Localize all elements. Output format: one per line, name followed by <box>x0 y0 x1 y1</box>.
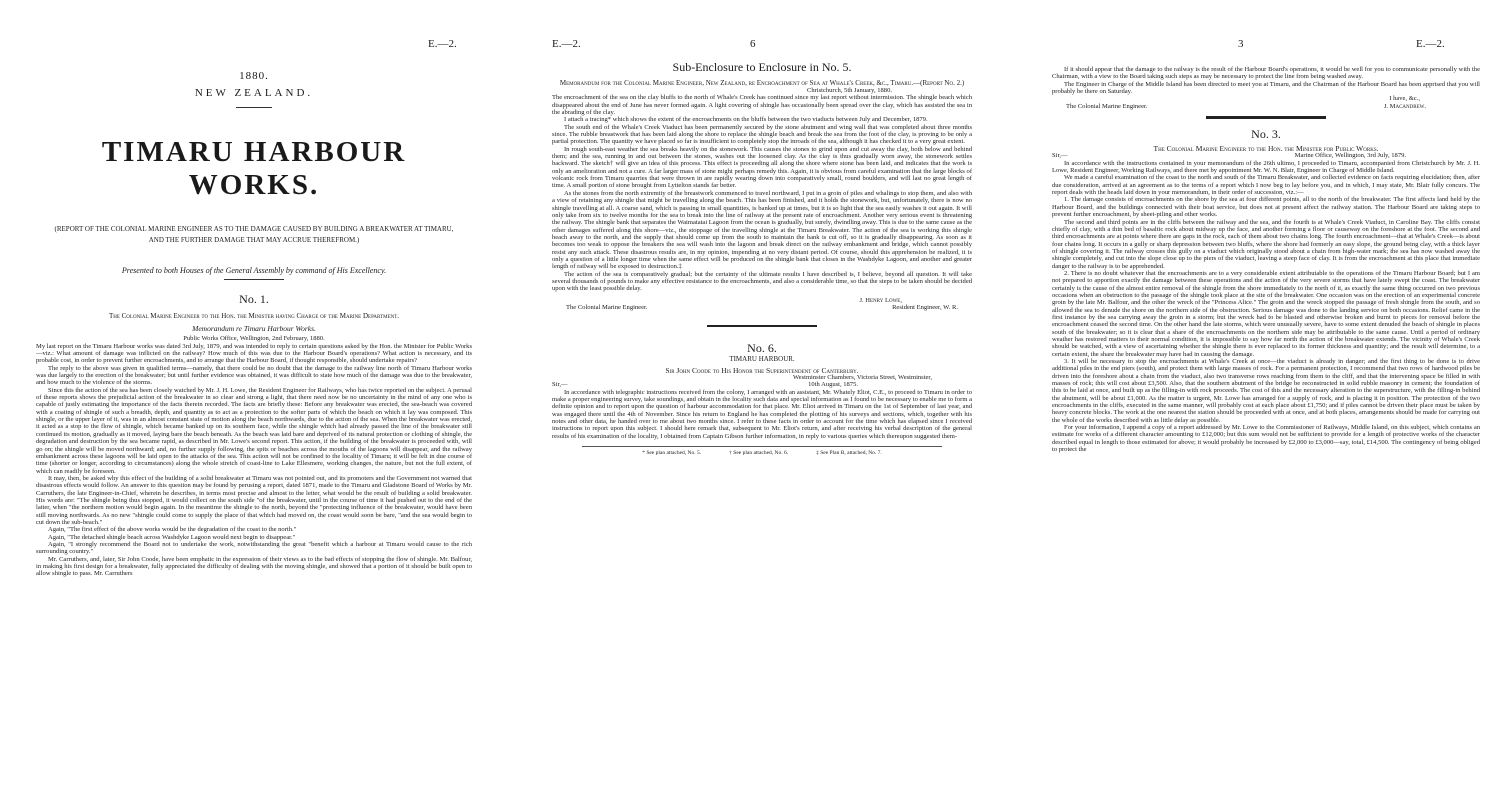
page-number: 3 <box>1238 38 1244 50</box>
paragraph: In accordance with the instructions contained in your memorandum of the 26th ultimo, I proceeded to Timaru, accompanied from Christchurch by Mr. J. H. Lowe, Resident Engineer, Working Railways, and there met by appointment Mr. W. N. Blair, Engineer in Charge of Middle Island. <box>1052 159 1480 175</box>
page-ref: E.—2. <box>1416 38 1445 50</box>
paragraph: We made a careful examination of the coast to the north and south of the Timaru Breakwater, and collected evidence on facts requiring elucidation; then, after due consideration, arrived at an agreement as to the terms of a report which I now beg to lay before you, and in which, I may state, Mr. Blair fully concurs. The report deals with the heads laid down in your memorandum, in their order of succession, viz.:— <box>1052 174 1480 197</box>
salutation: Sir,— <box>1052 152 1068 160</box>
divider <box>1206 116 1326 119</box>
memo-title: Memorandum re Timaru Harbour Works. <box>192 324 316 333</box>
dateline: Christchurch, 5th January, 1880. <box>806 87 892 94</box>
paragraph: Again, "The first effect of the above works would be the degradation of the coast to the north." <box>48 526 297 534</box>
salutation-row <box>552 381 972 388</box>
paragraph: In accordance with telegraphic instructions received from the colony, I arranged with an assistant, Mr. Whately Eliot, C.E., to proceed to Timaru in order to make a proper engineering survey, take soundings, and obtain in the locality such data and special information as I found to be necessary to enable me to form a definite opinion and to report upon the question of harbour accommodation for that place. Mr. Eliot arrived in Timaru on the 1st of September of last year, and was engaged there until the 4th of November. Since his return to England he has completed the plotting of his surveys and sections, which, together with his notes and other data, he handed over to me about two months since. I refer to these facts in order to account for the time which has elapsed since I received instructions to report upon this subject. I should here remark that, subsequent to Mr. Eliot's return, and after receiving his verbal description of the general results of his examination of the locality, I obtained from Captain Gibson further information, in reply to various queries which thereupon suggested them- <box>552 388 972 440</box>
closing: I have, &c., <box>1389 95 1420 103</box>
paragraph: The south end of the Whale's Creek Viaduct has been permanently secured by the stone abutment and wing wall that was completed about three months since. The rubble breastwork that has been laid along the shore to replace the shingle beach and break the sea from the foot of the clay, is proving to be only a partial protection. The quantity we have placed so far is insufficient to completely stop the inroads of the sea, although it has checked it to a very great extent. <box>552 123 972 146</box>
doc-year: 1880. <box>239 70 269 82</box>
paragraph: It may, then, be asked why this effect of the building of a solid breakwater at Timaru was not pointed out, and its promoters and the Government not warned that disastrous effects would follow. An answer to this question may be found by perusing a report, dated 1871, made to the Timaru and Gladstone Board of Works by Mr. Carruthers, the late Engineer-in-Chief, wherein he describes, in terms most precise and almost to the letter, what would be the result of building a solid breakwater. His words are: "The shingle being thus stopped, it would collect on the south side "of the breakwater, until in the course of time it had pushed out to the end of the latter, when "the northern motion would begin again. In the meantime the shingle to the north, beyond the "protecting influence of the breakwater, would have been still moving northwards. As no new "shingle could come to supply the place of that which had moved on, the coast would soon be bare, "and the sea would begin to cut down the sub-beach." <box>36 474 472 526</box>
signature-recipient: The Colonial Marine Engineer. <box>566 303 648 311</box>
page-ref: E.—2. <box>428 38 457 50</box>
paragraph: Since this the action of the sea has been closely watched by Mr. J. H. Lowe, the Resident Engineer for Railways, who has twice reported on the subject. A perusal of these reports shows the prejudicial action of the breakwater in so clear and strong a light, that there need now be no uncertainty in the mind of any one who is capable of justly estimating the importance of the facts therein recorded. The facts are briefly these: Before any breakwater was erected, the sea-beach was covered with a coating of shingle of such a breadth, depth, and quantity as to act as a protection to the softer parts of which the beach on which it lay was composed. This shingle, or the upper layer of it, was in an almost constant state of motion along the beach northwards, due to the action of the sea. When the breakwater was erected, it acted as a stop to the flow of shingle, which became banked up on its southern face, while the shingle which had already passed the line of the breakwater still continued its motion, gradually as it moved, laying bare the beach beneath. As the beach was laid bare and deprived of its natural protection or clothing of shingle, the degradation and destruction by the sea became rapid, as described in Mr. Lowe's second report. This action, if the building of the breakwater is proceeded with, will go on; the shingle will be moved northward; and, no further supply following, the spits or beaches across the mouths of the lagoons will disappear, and the railway embankment across these lagoons will be laid open to the attacks of the sea. This action will not be confined to the locality of Timaru; it will be felt in due course of time (shorter or longer, according to circumstances) along the whole stretch of coast-line to Lake Ellesmere, working changes, the nature, but not the full extent, of which can readily be foreseen. <box>36 386 472 475</box>
signature-name: J. Henry Lowe, <box>859 296 902 304</box>
section-heading: Sub-Enclosure to Enclosure in No. 5. <box>672 60 852 74</box>
footnote: * See plan attached, No. 5. <box>642 450 702 457</box>
section-heading: No. 1. <box>239 292 269 306</box>
page-middle <box>500 0 1000 809</box>
paragraph: I attach a tracing* which shows the extent of the encroachments on the bluffs between the two viaducts between July and December, 1879. <box>564 116 928 124</box>
signature-title: Resident Engineer, W. R. <box>892 303 958 311</box>
page-right <box>1000 0 1500 809</box>
paragraph: Mr. Carruthers, and, later, Sir John Coode, have been emphatic in the expression of their views as to the bad effects of stopping the flow of shingle. Mr. Balfour, in making his first design for a breakwater, fully appreciated the difficulty of dealing with the moving shingle, and showed that a portion of it should be built open to allow shingle to pass. Mr. Carruthers <box>36 555 472 578</box>
letter-address: The Colonial Marine Engineer to the Hon. the Minister for Public Works. <box>1153 144 1379 154</box>
signature-row <box>552 304 972 311</box>
paragraph: 1. The damage consists of encroachments on the shore by the sea at four different points, all to the north of the breakwater. The first affects land held by the Harbour Board, and the buildings connected with their boat service, but does not at present affect the railway station. The Harbour Board are taking steps to prevent further encroachment, by sheet-piling and other works. <box>1052 196 1480 219</box>
divider <box>707 325 817 327</box>
dateline: Marine Office, Wellington, 3rd July, 1879. <box>1294 152 1406 160</box>
signature-row <box>1052 103 1480 110</box>
paragraph: The action of the sea is comparatively gradual; but the certainty of the ultimate results I have described is, I believe, beyond all question. It will take several thousands of pounds to make any effective resistance to the encroachments, and also a considerable time, so that the steps to be taken should be decided upon with the least possible delay. <box>552 270 972 293</box>
doc-country: NEW ZEALAND. <box>194 87 314 99</box>
paragraph: 3. It will be necessary to stop the encroachments at Whale's Creek at once—the viaduct is already in danger; and the first thing to be done is to drive additional piles in the end piers (south), and protect them with large masses of rock. For a permanent protection, I recommend that two rows of hardwood piles be driven into the foreshore about a chain from the viaduct, also two transverse rows reaching from them to the cliff, and that the intervening space be filled in with masses of rock; this will cost about £3,500. Also, that the southern abutment of the bridge be reconstructed in solid rubble masonry in cement; the foundation of this to be laid at once, and built up as the filling-in with rock proceeds. The cost of this and the necessary alteration to the superstructure, with the filling-in behind the abutment, will be about £1,000. As the matter is urgent, Mr. Lowe has arranged for a supply of rock, and is placing it in position. The protection of the two encroachments in the cliffs, executed in the same manner, will probably cost at each place about £1,750; and if piles cannot be driven their place must be taken by heavy concrete blocks. The work at the one nearest the station should be proceeded with at once, and at both places, arrangements should be made for carrying out the whole of the works described with as little delay as possible. <box>1052 358 1480 424</box>
page-left <box>0 0 500 809</box>
paragraph: The encroachment of the sea on the clay bluffs to the north of Whale's Creek has continued since my last report without intermission. The shingle beach which disappeared about the end of June has never formed again. A light covering of shingle has occasionally been spread over the clay, which has assisted the sea in the abrading of the clay. <box>552 94 972 117</box>
paragraph: 2. There is no doubt whatever that the encroachments are to a very considerable extent attributable to the operations of the Timaru Harbour Board; but I am not prepared to apportion exactly the damage between these operations and the action of the very severe storms that have lately swept the coast. The breakwater certainly is the cause of the almost entire removal of the shingle from the shore immediately to the north of it, as exactly the same thing occurred on two previous occasions when an obstruction to the passage of the shingle took place at the site of the breakwater. One occasion was on the erection of an experimental concrete groin by the late Mr. Balfour, and the other the wreck of the "Princess Alice." The groin and the wreck stopped the passage of fresh shingle from the south, and so allowed the sea to denude the shore on the northern side of the obstruction. Serious damage was done to the landing service on both occasions. Relief came in the first instance by the sea carrying away the groin in a storm; but the wreck had to be blasted and otherwise broken and burnt to pieces for removal before the encroachment ceased the second time. On the other hand the late storms, which were unusually severe, have to some extent denuded the beach of shingle in places south of the breakwater; so it is clear that a share of the encroachments on the northern side may be attributable to the same cause. Until a period of ordinary weather has restored matters to their normal condition, it is impossible to say how far north the action of the breakwater extends. The vicinity of Whale's Creek should be watched, with a view of ascertaining whether the shingle there is ever replaced to its former thickness and quantity; and the result will determine, to a certain extent, the share the breakwater may have had in causing the damage. <box>1052 269 1480 358</box>
page-number: 6 <box>750 38 756 50</box>
footnote-rule <box>582 446 942 447</box>
memo-title: Memorandum for the Colonial Marine Engineer, New Zealand, re Encroachment of Sea at Whale's Creek, &c., Timaru.—(Report No. 2.) <box>559 79 965 87</box>
dateline: Public Works Office, Wellington, 2nd February, 1880. <box>183 335 325 343</box>
doc-subtitle: (REPORT OF THE COLONIAL MARINE ENGINEER AS TO THE DAMAGE CAUSED BY BUILDING A BREAKWATER AT TIMARU, AND THE FURTHER DAMAGE THAT MAY ACCRUE THEREFROM.) <box>54 225 454 244</box>
section-heading: No. 6. <box>747 341 777 356</box>
paragraph: The reply to the above was given in qualified terms—namely, that there could be no doubt that the damage to the railway line north of Timaru Harbour works was due largely to the erection of the breakwater; but until further evidence was obtained, it was difficult to state how much of the damage was due to the breakwater, and how much to the violence of the storms. <box>36 364 472 387</box>
section-heading: No. 3. <box>1251 127 1281 142</box>
paragraph: The Engineer in Charge of the Middle Island has been directed to meet you at Timaru, and the Chairman of the Harbour Board has been apprised that you will probably be there on Saturday. <box>1052 80 1480 96</box>
paragraph: In rough south-east weather the sea breaks heavily on the stonework. This causes the stones to grind upon and cut away the clay, both below and behind them; and the sea, running in and out between the stones, washes out the loosened clay. As the clay is thus gradually worn away, the stonework settles backward. The sketch† will give an idea of this process. This effect is proceeding all along the shore where stone has been laid, and indicates that the work is only an amelioration and not a cure. A far larger mass of stone might perhaps remedy this. Again, it is obvious from careful examination that the large blocks of volcanic rock from Timaru quarries that were thrown in are rapidly wearing down into comparatively small, round boulders, and will last no great length of time. A small portion of stone brought from Lyttelton stands far better. <box>552 145 972 190</box>
dateline: Westminster Chambers, Victoria Street, Westminster, <box>793 374 932 381</box>
paragraph: My last report on the Timaru Harbour works was dated 3rd July, 1879, and was intended to reply to certain questions asked by the Hon. the Minister for Public Works—viz.: What amount of damage was inflicted on the railway? How much of this was due to the Harbour Board's operations? What action is necessary, and its probable cost, in order to prevent further encroachments, and to arrange that the Harbour Board, if thought responsible, should undertake repairs? <box>36 342 472 365</box>
page-ref: E.—2. <box>552 38 581 50</box>
letter-address: Sir John Coode to His Honor the Superintendent of Canterbury. <box>665 365 859 375</box>
presented-line: Presented to both Houses of the General Assembly by command of His Excellency. <box>121 266 387 275</box>
footnotes <box>552 450 972 456</box>
divider <box>236 107 272 108</box>
footnote: ‡ See Plan B, attached, No. 7. <box>816 450 882 457</box>
paragraph: As the stones from the north extremity of the breastwork commenced to travel northward, I put in a groin of piles and whalings to stop them, and also with a view of retaining any shingle that might be travelling along the beach. This has been finished, and it holds the stonework, but, unfortunately, there is now no shingle travelling at all. A coarse sand, which is passing in small quantities, is banked up at times, but it is so light that the sea easily washes it out again. It will only take from six to twelve months for the sea to break into the line of railway at the present rate of encroachment. Another very serious event is threatening the railway. The shingle bank that separates the Waimatatai Lagoon from the ocean is gradually, but surely, dwindling away. This is due to the same cause as the other damages suffered along this shore—viz., the stoppage of the travelling shingle at the Timaru Breakwater. The action of the sea is working this shingle beach away to the north, and the supply that should come up from the south to maintain the bank is cut off, so it is gradually disappearing. As soon as it becomes too weak to oppose the breakers the sea will wash into the lagoon and break direct on the railway embankment and bridge, which cannot possibly resist any such attack. These disastrous results are, in my opinion, impending at no very distant period. Of course, should this apprehension be realized, it is only a question of a little longer time when the same effect will be produced on the shingle bank that closes in the Washdyke Lagoon, and another and greater length of railway will be exposed to destruction.‡ <box>552 189 972 271</box>
dateline: 10th August, 1875. <box>808 381 858 389</box>
divider <box>224 279 284 280</box>
footnote: † See plan attached, No. 6. <box>729 450 789 457</box>
paragraph: Again, "The detached shingle beach across Washdyke Lagoon would next begin to disappear." <box>48 533 296 541</box>
paragraph: For your information, I append a copy of a report addressed by Mr. Lowe to the Commissioner of Railways, Middle Island, on this subject, which contains an estimate for works of a different character amounting to £12,000; but this sum would not be sufficient to provide for a length of protective works of the character described equal in length to those estimated for above; it would probably be increased by £2,000 to £3,000—say, total, £14,500. The contingency of being obliged to protect the <box>1052 424 1480 454</box>
signature-recipient: The Colonial Marine Engineer. <box>1066 102 1148 110</box>
section-subheading: TIMARU HARBOUR. <box>729 355 795 364</box>
signature-name: J. Macandrew. <box>1383 102 1426 110</box>
doc-title: TIMARU HARBOUR WORKS. <box>101 136 407 201</box>
letter-address: The Colonial Marine Engineer to the Hon. the Minister having Charge of the Marine Department. <box>108 312 400 320</box>
paragraph: If it should appear that the damage to the railway is the result of the Harbour Board's operations, it would be well for you to communicate personally with the Chairman, with a view to the Board taking such steps as may be necessary to protect the line from being washed away. <box>1052 66 1480 81</box>
paragraph: Again, "I strongly recommend the Board not to undertake the work, notwithstanding the great "benefit which a harbour at Timaru would cause to the rich surrounding country." <box>36 540 472 556</box>
salutation-row <box>1052 152 1480 159</box>
salutation: Sir,— <box>552 381 568 389</box>
paragraph: The second and third points are in the cliffs between the railway and the sea, and the fourth is at Whale's Creek Viaduct, in Caroline Bay. The cliffs consist chiefly of clay, with a thin bed of basaltic rock about midway up the face, and another forming a floor or causeway on the foreshore at the foot. The second and third encroachments are at points where there are gaps in the rock, each of them about two chains long. The fourth encroachment—that at Whale's Creek—is about four chains long. It occurs in a gully or sharp depression between two bluffs, where the shore had formerly an easy slope, the ground being clay, with a thick layer of shingle covering it. The railway crosses this gully on a viaduct which originally stood about a chain from high-water mark; the sea has now washed away the shingle completely, and cut into the slope close up to the piers of the viaduct, leaving a steep face of clay. It is from the encroachment at this place that immediate danger to the railway is to be apprehended. <box>1052 218 1480 270</box>
